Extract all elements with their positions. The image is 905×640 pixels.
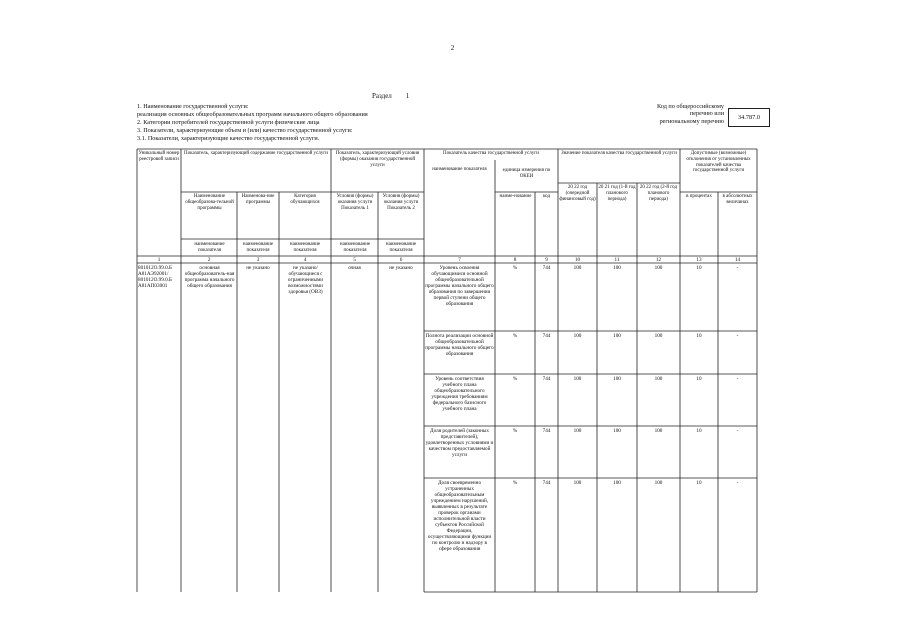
code-label-line: региональному перечню — [659, 117, 724, 125]
quality-row-v2: 100 — [613, 428, 621, 434]
col-number: 7 — [458, 257, 461, 263]
program-name-cell: не указано — [246, 265, 270, 271]
header-indicator-label: наименование показателя — [242, 242, 274, 253]
service-name-value: реализация основных общеобразовательных программ начального общего образования — [137, 111, 368, 118]
program-cell: основная общеобразователь-ная программа начального общего образования — [184, 265, 235, 289]
header-indicator-label: наименование показателя — [385, 242, 417, 253]
quality-row-name: Доля своевременно устраненных общеобразовательным учреждением нарушений, выявленных в результате проверок органами исполнительной власти субъектов Российской Федерации, осуществляющими функции по контролю и надзору в сфере образования — [427, 480, 492, 552]
quality-row-v3: 100 — [654, 480, 663, 486]
header-unique: Уникальный номер реестровой записи — [138, 151, 180, 162]
col-number: 8 — [513, 257, 517, 263]
quality-row-unit: % — [512, 333, 518, 339]
col-number: 10 — [574, 257, 581, 263]
quality-row-pct: 10 — [696, 428, 702, 434]
quality-row-name: Уровень соответствия учебного плана общеобразовательного учреждения требованиям федерального базисного учебного плана — [431, 376, 488, 412]
quality-row-abs: - — [736, 428, 739, 434]
header-sub-program: Наименование общеобразова-тельной программы — [185, 194, 234, 211]
header-unit-code: код — [542, 194, 551, 199]
quality-row-code: 744 — [542, 480, 551, 486]
quality-row-v3: 100 — [654, 428, 663, 434]
header-quality: Показатель качества государственной услуги — [443, 151, 539, 156]
quality-row-code: 744 — [542, 333, 551, 339]
registry-number: 801012О.99.0.Б А81АЭ92001/ 801012О.99.0.Б А81АП03001 — [138, 265, 172, 289]
quality-row-v1: 100 — [573, 265, 582, 271]
header-deviation: Допустимые (возможные) отклонения от установленных показателей качества государственной услуги — [686, 151, 751, 174]
quality-row-code: 744 — [542, 376, 551, 382]
quality-row-pct: 10 — [696, 265, 702, 271]
header-sub-category: Категория обучающихся — [290, 194, 320, 205]
header-percent: в процентах — [686, 194, 712, 199]
quality-row-v2: 100 — [613, 376, 621, 382]
quality-row-v1: 100 — [573, 428, 582, 434]
header-content: Показатель, характеризующий содержание государственной услуги — [184, 151, 328, 156]
quality-row-v3: 100 — [654, 333, 663, 339]
quality-row-abs: - — [736, 333, 739, 339]
code-label-line: перечню или — [689, 110, 724, 118]
quality-row-v1: 100 — [573, 333, 582, 339]
section-number: 1 — [405, 92, 410, 100]
header-values: Значение показателя качества государственной услуги — [561, 151, 677, 156]
col-number: 1 — [157, 257, 161, 263]
col-number: 14 — [734, 257, 741, 263]
consumer-category: 2. Категории потребителей государственной услуги физические лица — [137, 119, 320, 126]
header-year2: 20 21 год (1-й год планового периода) — [598, 185, 636, 202]
quality-row-name: Доля родителей (законных представителей), удовлетворенных условиями и качеством предоставляемой услуги — [425, 428, 494, 458]
quality-row-v3: 100 — [654, 376, 663, 382]
section-label: Раздел — [372, 92, 392, 100]
col-number: 12 — [655, 257, 662, 263]
header-sub-form2: Условия (формы) оказания услуги Показатель 2 — [382, 194, 420, 211]
quality-row-v1: 100 — [573, 376, 582, 382]
quality-row-abs: - — [736, 376, 739, 382]
quality-row-v3: 100 — [654, 265, 663, 271]
form2-cell: не указано — [389, 265, 413, 271]
header-conditions: Показатель, характеризующий условия (формы) оказания государственной услуги — [335, 151, 420, 168]
header-year1: 20 22 год (очередной финансовый год) — [559, 185, 596, 202]
col-number: 13 — [696, 257, 702, 263]
header-indicator-label: наименование показателя — [289, 242, 321, 253]
header-sub-program-name: Наименова-ние программы — [241, 194, 275, 205]
col-number: 4 — [303, 257, 307, 263]
header-year3: 20 22 год (2-й год планового периода) — [639, 185, 678, 202]
page-number: 2 — [450, 44, 455, 52]
quality-row-unit: % — [512, 376, 518, 382]
code-value-box: 34.787.0 — [728, 108, 770, 127]
quality-row-v2: 100 — [613, 265, 621, 271]
quality-row-name: Уровень освоения обучающимися основной общеобразовательной программы начального общего образования по завершении первой ступени общего образования — [425, 265, 494, 307]
quality-row-code: 744 — [542, 265, 551, 271]
header-sub-form1: Условия (формы) оказания услуги Показатель 1 — [336, 194, 374, 211]
service-name-label: 1. Наименование государственной услуги: — [137, 103, 249, 110]
header-unit: единица измерения по ОКЕИ — [502, 168, 551, 179]
quality-row-abs: - — [736, 265, 739, 271]
indicators-heading: 3. Показатели, характеризующие объем и (или) качество государственной услуги: — [137, 127, 353, 134]
quality-row-pct: 10 — [696, 376, 702, 382]
col-number: 9 — [545, 257, 548, 263]
header-indicator-label: наименование показателя — [339, 242, 371, 253]
code-label-line: Код по общероссийскому — [656, 103, 724, 110]
quality-row-unit: % — [512, 480, 518, 486]
quality-row-pct: 10 — [696, 480, 702, 486]
form1-cell: очная — [348, 265, 361, 271]
header-indicator-label: наименование показателя — [194, 242, 225, 253]
quality-row-unit: % — [512, 265, 518, 271]
header-absolute: в абсолютных величинах — [722, 194, 753, 205]
header-indicator-name: наименование показателя — [432, 167, 487, 172]
col-number: 3 — [256, 257, 260, 263]
quality-row-code: 744 — [542, 428, 551, 434]
col-number: 11 — [614, 257, 620, 263]
header-unit-name: наиме-нование — [499, 194, 532, 199]
quality-row-v2: 100 — [613, 333, 621, 339]
quality-heading: 3.1. Показатели, характеризующие качество государственной услуги. — [137, 135, 320, 142]
quality-row-pct: 10 — [696, 333, 702, 339]
col-number: 5 — [353, 257, 356, 263]
col-number: 6 — [399, 257, 403, 263]
col-number: 2 — [207, 257, 211, 263]
quality-row-v2: 100 — [613, 480, 621, 486]
quality-row-abs: - — [736, 480, 739, 486]
category-cell: не указано/ обучающиеся с ограниченными возможностями здоровья (ОВЗ) — [287, 265, 324, 295]
quality-row-name: Полнота реализации основной общеобразовательной программы начального общего образования — [425, 333, 494, 357]
quality-row-unit: % — [512, 428, 518, 434]
quality-row-v1: 100 — [573, 480, 582, 486]
